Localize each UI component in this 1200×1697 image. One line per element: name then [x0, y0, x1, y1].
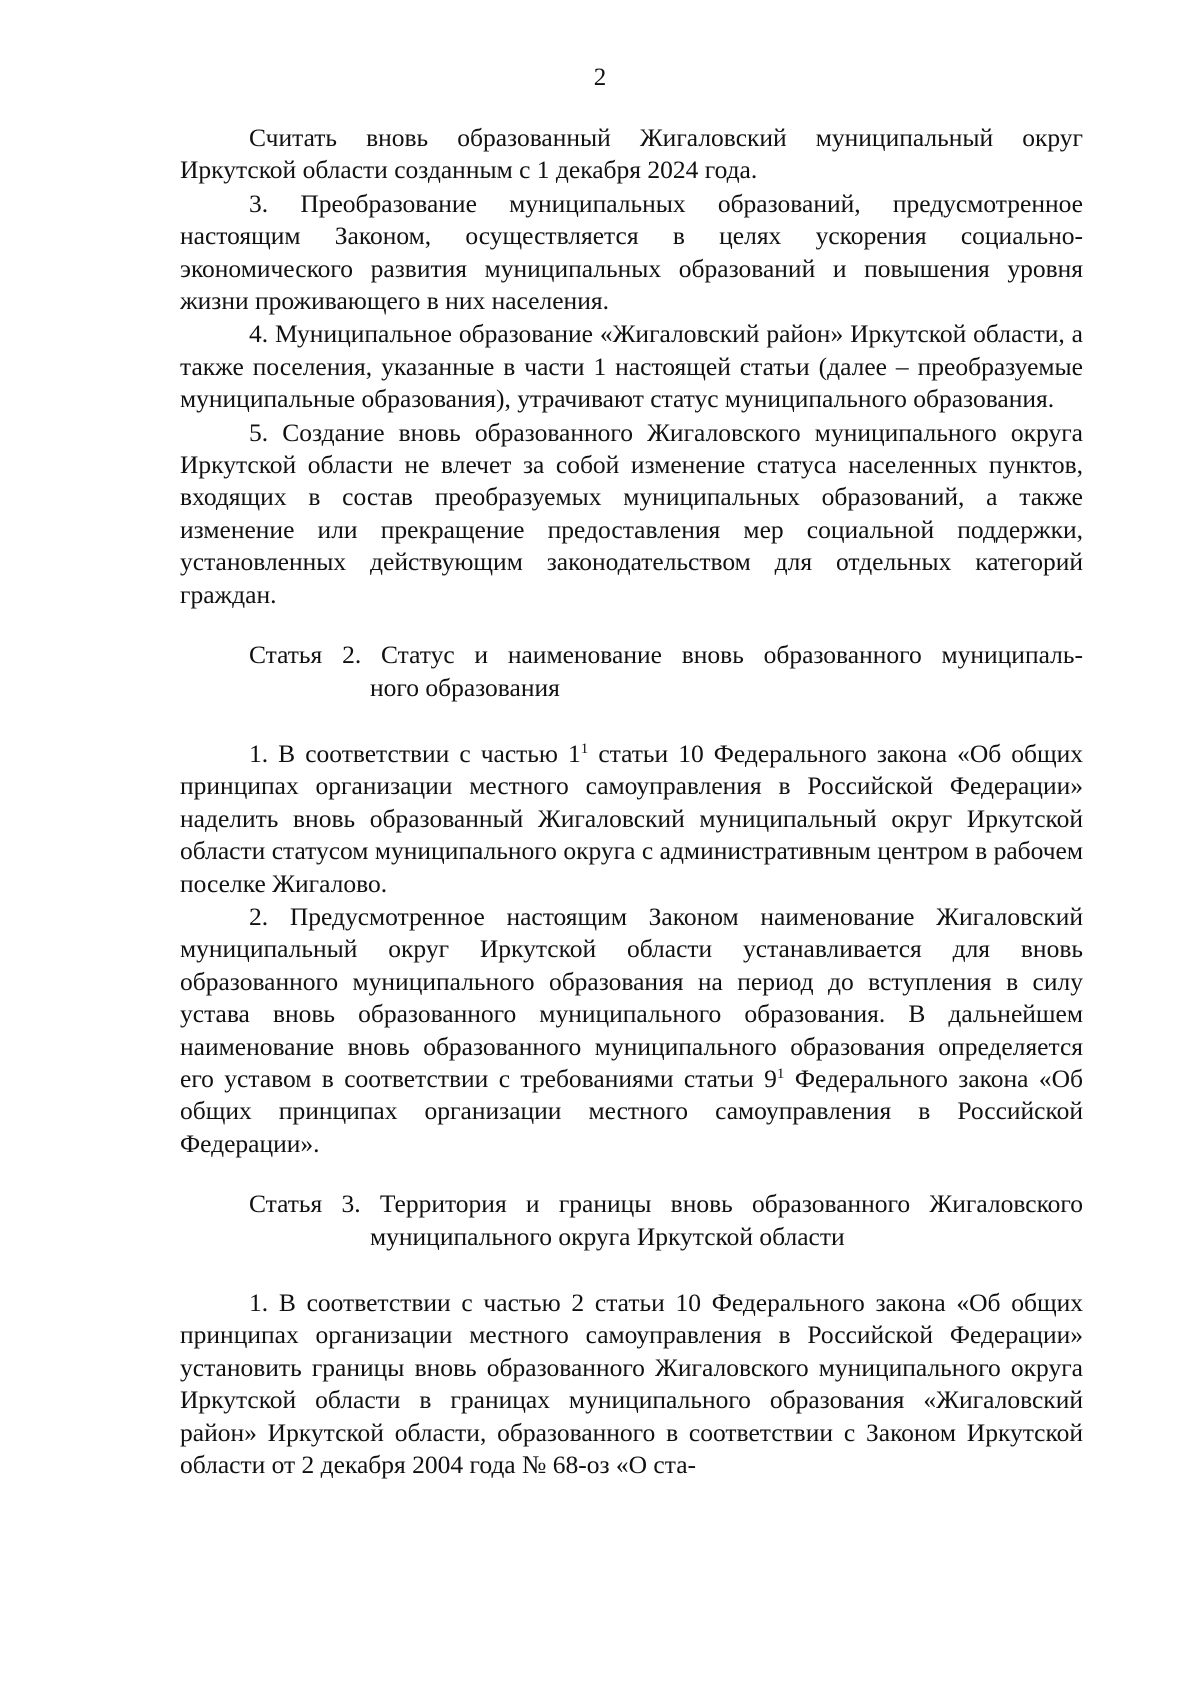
article-3-heading-line-1: Статья 3. Территория и границы вновь образованного Жигаловского — [249, 1189, 1083, 1219]
paragraph-creation-date: Считать вновь образованный Жигаловский муниципальный округ Иркутской области созданным с 1 декабря 2024 года. — [180, 123, 1083, 185]
article-2-heading-line-1: Статья 2. Статус и наименование вновь образованного муниципаль- — [249, 640, 1083, 670]
paragraph-item-4: 4. Муниципальное образование «Жигаловский район» Иркутской области, а также поселения, указанные в части 1 настоящей статьи (далее – преобразуемые муниципальные образования), утрачивают статус муниципального образования. — [180, 319, 1083, 414]
article-2-p2-text-start: 2. Предусмотренное настоящим Законом наименование Жигаловский муниципальный округ Иркутской области устанавливается для вновь образованного муниципального образования на период до вступления в силу устава вновь образованного муниципального образования. В дальнейшем наименование вновь образованного муниципального образования определяется его уставом в соответствии с требованиями статьи 9 — [180, 901, 1083, 1093]
article-3-paragraph-1: 1. В соответствии с частью 2 статьи 10 Федерального закона «Об общих принципах организации местного самоуправления в Российской Федерации» установить границы вновь образованного Жигаловского муниципального округа Иркутской области в границах муниципального образования «Жигаловский район» Иркутской области, образованного в соответствии с Законом Иркутской области от 2 декабря 2004 года № 68-оз «О ста- — [180, 1288, 1083, 1480]
article-2-p1-text-end: статьи 10 Федерального закона «Об общих принципах организации местного самоуправления в Российской Федерации» наделить вновь образованный Жигаловский муниципальный округ Иркутской области статусом муниципального округа с административным центром в рабочем поселке Жигалово. — [180, 738, 1084, 898]
paragraph-item-3: 3. Преобразование муниципальных образований, предусмотренное настоящим Законом, осуществляется в целях ускорения социально-экономического развития муниципальных образований и повышения уровня жизни проживающего в них населения. — [180, 188, 1083, 316]
article-2-heading-line-2: ного образования — [370, 672, 560, 702]
article-2-paragraph-2 — [180, 901, 1083, 1160]
article-2-heading — [180, 639, 1083, 704]
superscript-mark: 1 — [776, 1065, 785, 1082]
document-body — [180, 122, 1083, 1481]
article-3-heading — [180, 1188, 1083, 1253]
article-3-heading-line-2: муниципального округа Иркутской области — [370, 1221, 845, 1251]
paragraph-item-5: 5. Создание вновь образованного Жигаловского муниципального округа Иркутской области не влечет за собой изменение статуса населенных пунктов, входящих в состав преобразуемых муниципальных образований, а также изменение или прекращение предоставления мер социальной поддержки, установленных действующим законодательством для отдельных категорий граждан. — [180, 417, 1083, 609]
article-2-p1-text-start: 1. В соответствии с частью 1 — [249, 738, 581, 768]
article-2-paragraph-1 — [180, 738, 1083, 900]
article-2-p2-text-end: Федерального закона «Об общих принципах организации местного самоуправления в Российской Федерации». — [180, 1063, 1083, 1158]
page-number: 2 — [593, 64, 607, 91]
superscript-mark: 1 — [580, 740, 589, 757]
